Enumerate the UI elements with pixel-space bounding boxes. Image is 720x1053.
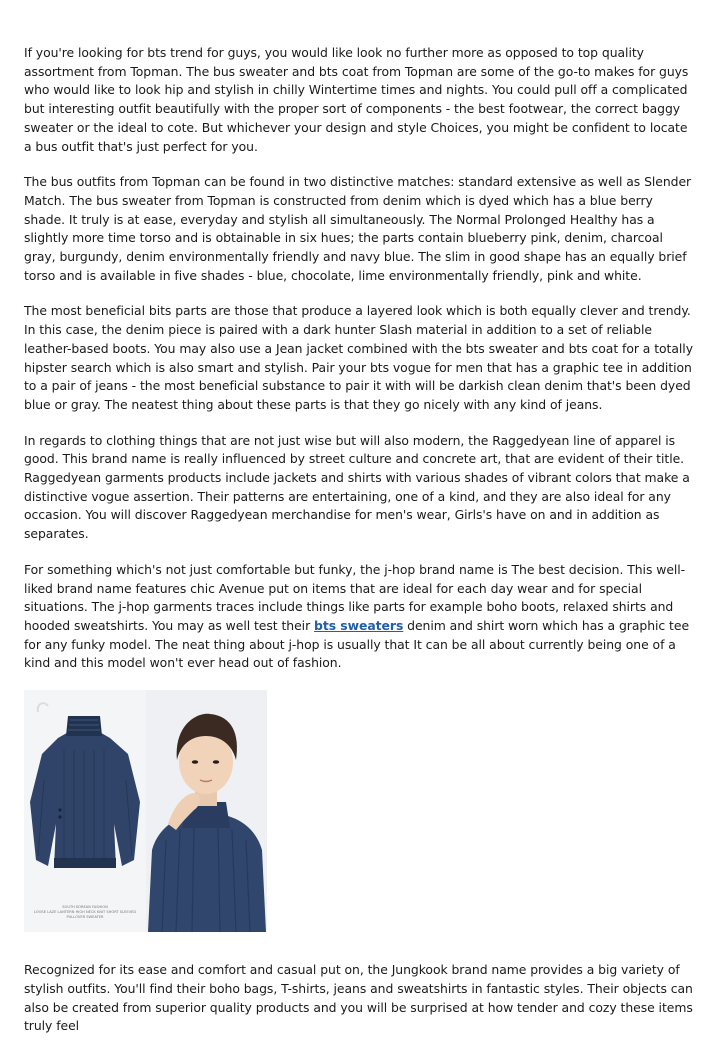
- sweater-illustration: [24, 690, 146, 932]
- sweater-photo: [24, 690, 146, 932]
- caption-line-2: LOOSE LAZE LANTERN HIGH NECK KNIT SHORT SLEEVED PULLOVER SWEATER: [33, 910, 137, 920]
- paragraph-5-text-before: For something which's not just comfortable but funky, the j-hop brand name is The best decision. This well-liked brand name features chic Avenue put on items that are ideal for each day wear and for special situations. The j-hop garments traces include things like parts for example boho boots, relaxed shirts and hooded sweatshirts. You may as well test their: [24, 561, 686, 633]
- caption-line-1: SOUTH KOREAN FASHION: [62, 905, 108, 910]
- portrait-illustration: [146, 690, 267, 932]
- image-caption: [28, 905, 142, 920]
- paragraph-5: [24, 561, 696, 673]
- paragraph-3: The most beneficial bits parts are those that produce a layered look which is both equally clever and trendy. In this case, the denim piece is paired with a dark hunter Slash material in addition to a set of reliable leather-based boots. You may also use a Jean jacket combined with the bts sweater and bts coat for a totally hipster search which is also smart and stylish. Pair your bts vogue for men that has a graphic tee in addition to a pair of jeans - the most beneficial substance to pair it with will be darkish clean denim that's been dyed blue or gray. The neatest thing about these parts is that they go nicely with any kind of jeans.: [24, 303, 693, 412]
- article: [24, 44, 696, 1053]
- product-image: [24, 690, 267, 932]
- portrait-photo: [146, 690, 267, 932]
- paragraph-6: Recognized for its ease and comfort and casual put on, the Jungkook brand name provides a big variety of stylish outfits. You'll find their boho bags, T-shirts, jeans and sweatshirts in fantastic styles. Their objects can also be created from superior quality products and you will be surprised at how tender and cozy these items truly feel: [24, 962, 693, 1034]
- paragraph-2: The bus outfits from Topman can be found in two distinctive matches: standard extensive as well as Slender Match. The bus sweater from Topman is constructed from denim which is dyed which has a blue berry shade. It truly is at ease, everyday and stylish all simultaneously. The Normal Prolonged Healthy has a slightly more time torso and is obtainable in six hues; the parts contain blueberry pink, denim, charcoal gray, burgundy, denim environmentally friendly and navy blue. The slim in good shape has an equally brief torso and is available in five shades - blue, chocolate, lime environmentally friendly, pink and white.: [24, 174, 692, 283]
- bts-sweaters-link[interactable]: bts sweaters: [314, 617, 404, 633]
- paragraph-1: If you're looking for bts trend for guys, you would like look no further more as opposed to top quality assortment from Topman. The bus sweater and bts coat from Topman are some of the go-to makes for guys who would like to look hip and stylish in chilly Wintertime times and nights. You could pull off a complicated but interesting outfit beautifully with the proper sort of components - the best footwear, the correct baggy sweater or the ideal to cote. But whichever your design and style Choices, you might be confident to locate a bus outfit that's just perfect for you.: [24, 45, 689, 154]
- paragraph-5-text-after: denim and shirt worn which has a graphic tee for any funky model. The neat thing about j-hop is usually that It can be all about currently being one of a kind and this model won't ever head out of fashion.: [24, 617, 690, 671]
- paragraph-4: In regards to clothing things that are not just wise but will also modern, the Raggedyean line of apparel is good. This brand name is really influenced by street culture and concrete art, that are evident of their title. Raggedyean garments products include jackets and shirts with various shades of vibrant colors that make a distinctive vogue assertion. Their patterns are entertaining, one of a kind, and they are also ideal for any occasion. You will discover Raggedyean merchandise for men's wear, Girls's have on and in addition as separates.: [24, 432, 690, 542]
